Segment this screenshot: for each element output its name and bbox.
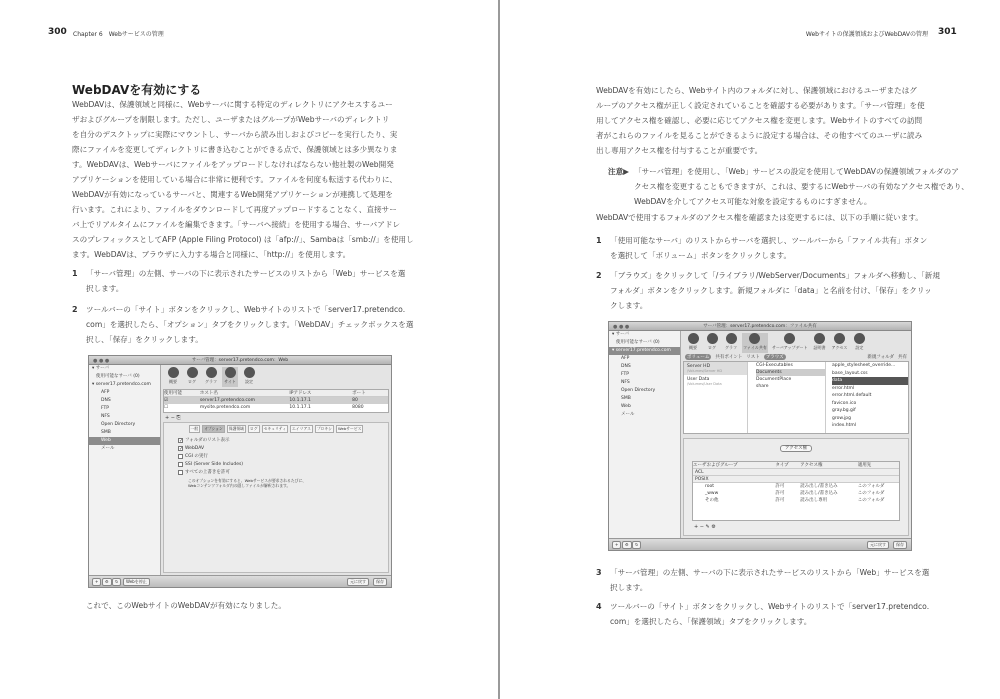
sidebar-item[interactable]: 使用可能なサーバ (0) xyxy=(616,340,660,345)
text-line: 「サーバ管理」を使用し、「Web」サービスの設定を使用してWebDAVの保護領域フォルダのア xyxy=(634,167,959,176)
toolbar-button[interactable] xyxy=(203,367,219,387)
column-header[interactable]: ホスト名 xyxy=(199,391,218,396)
volume-name: User Data xyxy=(687,377,710,382)
toolbar-icon xyxy=(688,333,699,344)
window-controls-icon: ● ● ● xyxy=(93,358,110,364)
table-cell: _www xyxy=(705,491,719,496)
volume-item[interactable] xyxy=(684,362,747,375)
toolbar-label: 証明書 xyxy=(813,345,826,350)
checkbox-option[interactable] xyxy=(178,444,243,452)
toolbar-label: ファイル共有 xyxy=(743,345,767,350)
intro-text: WebDAVで使用するフォルダのアクセス権を確認または変更するには、以下の手順に従います。 xyxy=(596,213,923,222)
file-item[interactable]: favicon.ico xyxy=(832,400,857,406)
column-header[interactable]: 使用可能 xyxy=(164,391,182,396)
group-row: ACL xyxy=(693,469,899,476)
step-text: 「使用可能なサーバ」のリストからサーバを選択し、ツールバーから「ファイル共有」ボタン xyxy=(610,236,928,245)
text-line: WebDAVが有効になっているサーバと、関連するWeb開発アプリケーションが連携して処理を xyxy=(72,190,393,199)
file-item[interactable]: gray.bg.gif xyxy=(832,408,856,413)
toolbar xyxy=(685,333,867,353)
note-line: Webコンテンツフォルダ内の隠しファイルが解釈されます。 xyxy=(188,483,291,488)
folder-item[interactable]: DocumentPlace xyxy=(756,377,792,382)
table-header xyxy=(693,462,899,469)
file-item[interactable]: apple_stylesheet_override... xyxy=(832,363,896,368)
text-line: 行います。これにより、ファイルをダウンロードして再度アップロードすることなく、直接サー xyxy=(72,205,397,214)
sidebar-item[interactable]: メール xyxy=(621,412,635,417)
toolbar-button[interactable] xyxy=(723,333,739,353)
column-header: ユーザおよびグループ xyxy=(693,463,738,468)
tab[interactable]: Webサービス xyxy=(337,426,362,431)
right-running-head: Webサイトの保護領域およびWebDAVの管理 xyxy=(805,31,928,38)
table-cell: 許可 xyxy=(775,484,785,489)
text-line: 出し専用アクセス権を付与することが重要です。 xyxy=(596,146,763,155)
toolbar-label: 概要 xyxy=(689,345,697,350)
checkbox-option[interactable] xyxy=(178,436,243,444)
table-header xyxy=(164,390,388,397)
step-text: クします。 xyxy=(610,301,648,310)
page-gutter xyxy=(498,0,500,699)
column-header: 適用先 xyxy=(857,463,872,468)
toolbar xyxy=(165,367,257,387)
text-line: バ上でリアルタイムにファイルを編集できます。「サーバへ接続」を使用する場合、サーバアドレ xyxy=(72,220,401,229)
file-item[interactable]: error.html xyxy=(832,385,855,391)
step-text: 「サーバ管理」の左側、サーバの下に表示されたサービスのリストから「Web」サービスを選 xyxy=(610,568,930,577)
toolbar-icon xyxy=(707,333,718,344)
sidebar-item[interactable]: メール xyxy=(101,446,115,451)
section-heading: WebDAVを有効にする xyxy=(72,83,202,97)
checkbox-label: すべての上書きを許可 xyxy=(185,470,230,475)
sidebar-item[interactable]: Open Directory xyxy=(621,388,656,393)
server-sidebar xyxy=(89,365,161,575)
table-cell: このフォルダ xyxy=(857,498,885,503)
column-header: アクセス権 xyxy=(800,463,823,468)
toolbar-label: ログ xyxy=(708,345,716,350)
column-header[interactable]: ポート xyxy=(352,391,366,396)
sidebar-item[interactable]: AFP xyxy=(621,356,630,361)
sidebar-item[interactable]: SMB xyxy=(621,396,631,401)
checkbox-label: SSI (Server Side Includes) xyxy=(185,461,244,467)
text-line: す。WebDAVは、Webサーバにファイルをアップロードしなければならない他社製のWeb開発 xyxy=(72,160,394,169)
add-remove-buttons[interactable]: + − ⎘ xyxy=(165,415,181,421)
text-line: ループのアクセス権が正しく設定されていることを確認する必要があります。「サーバ管理」を使 xyxy=(596,101,925,110)
table-cell: server17.pretendco.com xyxy=(199,398,256,403)
step-number: 1 xyxy=(596,236,602,245)
volume-list xyxy=(684,362,748,433)
window-title: サーバ管理：server17.pretendco.com：ファイル共有 xyxy=(609,322,911,331)
toolbar-icon xyxy=(225,367,236,378)
group-row: POSIX xyxy=(693,476,899,483)
tab-bar xyxy=(164,425,388,433)
volume-path: /Volumes/Server HD xyxy=(687,369,723,373)
volume-name: Server HD xyxy=(687,364,711,369)
step-text: フォルダ」ボタンをクリックします。新規フォルダに「data」と名前を付け、「保存」をクリッ xyxy=(610,286,932,295)
toolbar-button[interactable] xyxy=(685,333,701,353)
add-icon[interactable]: + xyxy=(612,541,621,549)
step-number: 2 xyxy=(596,271,602,280)
sidebar-item[interactable]: DNS xyxy=(101,398,111,403)
sidebar-item[interactable]: NFS xyxy=(621,380,630,385)
window-title: サーバ管理：server17.pretendco.com：Web xyxy=(89,356,391,365)
left-page-number: 300 xyxy=(48,27,67,37)
text-line: クセス権を変更することもできますが、これは、要するにWebサーバの有効なアクセス権であり、 xyxy=(634,182,969,191)
text-line: 用してアクセス権を確認し、必要に応じてアクセス権を変更します。Webサイトのすべての訪問 xyxy=(596,116,923,125)
sidebar-item[interactable]: DNS xyxy=(621,364,631,369)
step-text: ツールバーの「サイト」ボタンをクリックし、Webサイトのリストで「server17.pretendco. xyxy=(86,305,406,314)
server-sidebar xyxy=(609,331,681,538)
checkbox[interactable]: ✓ xyxy=(179,445,184,452)
toolbar-button[interactable] xyxy=(851,333,867,353)
text-line: スのプレフィックスとしてAFP (Apple Filing Protocol) は「afp://」、Sambaは「smb://」を使用し xyxy=(72,235,414,244)
step-text: com」を選択したら、「保護領域」タブをクリックします。 xyxy=(610,617,812,626)
permissions-button[interactable]: アクセス権 xyxy=(780,445,812,452)
tab[interactable]: プロキシ xyxy=(316,426,332,431)
sidebar-item[interactable]: FTP xyxy=(621,372,629,377)
checkbox[interactable] xyxy=(178,470,183,475)
right-page-number: 301 xyxy=(938,27,957,37)
tab[interactable]: オプション xyxy=(204,426,223,431)
checkbox-label: フォルダのリスト表示 xyxy=(185,438,230,443)
checkbox-option[interactable] xyxy=(178,468,243,476)
sidebar-item[interactable]: SMB xyxy=(101,430,111,435)
table-row[interactable] xyxy=(164,404,388,411)
column-header: タイプ xyxy=(775,463,789,468)
subbar-button[interactable]: 共有ポイント xyxy=(715,355,743,360)
file-item[interactable]: index.html xyxy=(832,423,856,428)
toolbar-button[interactable] xyxy=(811,333,827,353)
text-line: 際にファイルを変更してディレクトリに書き込むことができる点で、保護領域とは多少異なりま xyxy=(72,145,398,154)
subbar-button[interactable]: ボリューム xyxy=(687,355,710,360)
step-text: 択し、「保存」をクリックします。 xyxy=(86,335,203,344)
step-number: 2 xyxy=(72,305,78,314)
action-icon[interactable]: ⚙ xyxy=(622,541,632,549)
folder-item[interactable]: CGI-Executables xyxy=(756,363,793,368)
browser-column-3 xyxy=(826,362,908,433)
tab[interactable]: 一般 xyxy=(190,426,199,431)
toolbar-button[interactable] xyxy=(222,367,238,387)
step-text: を選択して「ボリューム」ボタンをクリックします。 xyxy=(610,251,792,260)
folder-item[interactable]: share xyxy=(756,384,769,389)
table-cell: 許可 xyxy=(775,498,785,503)
sidebar-item[interactable]: 使用可能なサーバ (0) xyxy=(96,374,140,379)
tab[interactable]: エイリアス xyxy=(291,426,311,431)
step-number: 4 xyxy=(596,602,602,611)
sidebar-item[interactable]: Web xyxy=(89,437,160,445)
site-table xyxy=(163,389,389,413)
toolbar-icon xyxy=(244,367,255,378)
new-folder-button[interactable]: 新規フォルダ xyxy=(867,355,894,360)
toolbar-label: サーバアップデート xyxy=(771,345,808,350)
text-line: WebDAVは、保護領域と同様に、Webサーバに関する特定のディレクトリにアクセスするユー xyxy=(72,100,393,109)
left-running-head: Chapter 6 Webサービスの管理 xyxy=(73,31,164,38)
volume-path: /Volumes/User Data xyxy=(687,382,722,386)
subbar-button[interactable]: リスト xyxy=(746,355,760,360)
table-cell: 10.1.17.1 xyxy=(289,405,311,410)
refresh-icon[interactable]: ↻ xyxy=(632,541,641,549)
checkbox[interactable] xyxy=(178,462,183,467)
permission-row[interactable] xyxy=(693,497,899,504)
sidebar-item[interactable]: Open Directory xyxy=(101,422,136,427)
options-list xyxy=(178,436,243,476)
toolbar-icon xyxy=(834,333,845,344)
toolbar-icon xyxy=(168,367,179,378)
table-cell[interactable]: ☑ xyxy=(164,398,169,403)
share-button[interactable]: 共有 xyxy=(898,355,907,360)
permission-edit-buttons[interactable]: + − ✎ ⚙ xyxy=(694,524,716,530)
text-line: 者がこれらのファイルを見ることができるように設定する場合は、その他すべてのユーザに読み xyxy=(596,131,923,140)
toolbar-button[interactable] xyxy=(742,333,768,353)
toolbar-label: 設定 xyxy=(855,345,864,350)
folder-item[interactable]: Documents xyxy=(756,369,825,376)
toolbar-label: サイト xyxy=(224,379,236,384)
column-header[interactable]: IPアドレス xyxy=(289,391,312,396)
action-icon[interactable]: ⚙ xyxy=(102,578,112,586)
closing-text: これで、このWebサイトのWebDAVが有効になりました。 xyxy=(86,601,286,610)
table-cell: mysite.pretendco.com xyxy=(199,405,251,410)
step-text: 「ブラウズ」をクリックして「/ライブラリ/WebServer/Documents」フォルダへ移動し、「新規 xyxy=(610,271,940,280)
sidebar-item[interactable]: ▾ サーバ xyxy=(612,332,629,337)
volume-item[interactable] xyxy=(684,375,747,388)
table-cell: 許可 xyxy=(775,491,785,496)
file-item[interactable]: base_layout.css xyxy=(832,370,868,376)
toolbar-label: 設定 xyxy=(245,379,253,384)
table-cell: このフォルダ xyxy=(857,491,885,496)
toolbar-button[interactable] xyxy=(184,367,200,387)
note-line: このオプションを有効にすると、Webサービスが要求されるたびに、 xyxy=(188,478,307,483)
sub-toolbar xyxy=(685,354,786,360)
toolbar-icon xyxy=(749,333,760,344)
table-cell[interactable]: ☐ xyxy=(164,405,169,410)
table-cell: 読み出し/書き込み xyxy=(800,491,838,496)
table-cell: 8080 xyxy=(352,405,364,410)
screenshot-web-options xyxy=(88,355,392,588)
subbar-button[interactable]: ブラウズ xyxy=(765,355,784,360)
sidebar-item[interactable]: ▾ サーバ xyxy=(92,366,109,371)
toolbar-label: 概要 xyxy=(169,379,177,384)
step-text: ツールバーの「サイト」ボタンをクリックし、Webサイトのリストで「server17.pretendco. xyxy=(610,602,930,611)
step-text: 「サーバ管理」の左側、サーバの下に表示されたサービスのリストから「Web」サービスを選 xyxy=(86,269,406,278)
option-note xyxy=(188,478,306,488)
toolbar-label: ログ xyxy=(188,379,196,384)
tab[interactable]: 保護領域 xyxy=(228,426,244,431)
file-item[interactable]: error.html.default xyxy=(832,393,872,398)
text-line: WebDAVを有効にしたら、Webサイト内のフォルダに対し、保護領域におけるユーザまたはグ xyxy=(596,86,917,95)
checkbox-option[interactable] xyxy=(178,460,243,468)
sidebar-item[interactable]: ▾ server17.pretendco.com xyxy=(92,382,151,387)
text-line: WebDAVを介してアクセス可能な対象を設定するものにすぎません。 xyxy=(634,197,872,206)
revert-button[interactable]: 元に戻す xyxy=(867,541,889,549)
revert-button[interactable]: 元に戻す xyxy=(347,578,369,586)
screenshot-file-sharing xyxy=(608,321,912,551)
text-line: ます。WebDAVは、ブラウザに入力する場合と同様に、「http://」を使用します。 xyxy=(72,250,351,259)
file-item[interactable]: grow.jpg xyxy=(832,415,852,421)
toolbar-button[interactable] xyxy=(771,333,809,353)
step-text: com」を選択したら、「オプション」タブをクリックします。「WebDAV」チェックボックスを選 xyxy=(86,320,414,329)
checkbox-label: CGI の実行 xyxy=(185,454,208,459)
permission-row[interactable] xyxy=(693,490,899,497)
step-number: 1 xyxy=(72,269,78,278)
sidebar-item[interactable]: AFP xyxy=(101,390,110,395)
tab[interactable]: ログ xyxy=(249,426,258,431)
permission-row[interactable] xyxy=(693,483,899,490)
add-icon[interactable]: + xyxy=(92,578,101,586)
table-cell: その他 xyxy=(705,498,719,503)
table-cell: 10.1.17.1 xyxy=(289,398,311,403)
toolbar-button[interactable] xyxy=(165,367,181,387)
text-line: ザおよびグループを制限します。ただし、ユーザまたはグループがWebサーバのディレクトリ xyxy=(72,115,390,124)
toolbar-button[interactable] xyxy=(704,333,720,353)
text-line: アプリケーションを使用している場合に非常に便利です。ファイルを何度も転送する代わりに、 xyxy=(72,175,398,184)
table-cell: 80 xyxy=(352,398,358,403)
browser-column-2 xyxy=(748,362,826,433)
sidebar-item[interactable]: NFS xyxy=(101,414,110,419)
toolbar-icon xyxy=(814,333,825,344)
stop-web-button[interactable]: Webを停止 xyxy=(123,578,150,586)
toolbar-label: グラフ xyxy=(725,345,737,350)
toolbar-icon xyxy=(187,367,198,378)
table-cell: 読み出し/書き込み xyxy=(800,484,838,489)
text-line: を自分のデスクトップに実際にマウントし、サーバから読み出しおよびコピーを実行したり、実 xyxy=(72,130,398,139)
step-number: 3 xyxy=(596,568,602,577)
file-item[interactable]: data xyxy=(832,377,908,385)
toolbar-button[interactable] xyxy=(830,333,848,353)
toolbar-icon xyxy=(206,367,217,378)
checkbox-option[interactable] xyxy=(178,452,243,460)
checkbox[interactable] xyxy=(178,454,183,459)
refresh-icon[interactable]: ↻ xyxy=(112,578,121,586)
note-label: 注意▶ xyxy=(608,167,630,176)
sidebar-item[interactable]: FTP xyxy=(101,406,109,411)
sidebar-item[interactable]: ▾ server17.pretendco.com xyxy=(609,347,680,355)
toolbar-label: グラフ xyxy=(205,379,217,384)
toolbar-button[interactable] xyxy=(241,367,257,387)
save-button[interactable]: 保存 xyxy=(373,578,387,586)
window-controls-icon: ● ● ● xyxy=(613,324,630,330)
toolbar-icon xyxy=(726,333,737,344)
table-cell: このフォルダ xyxy=(857,484,885,489)
toolbar-icon xyxy=(854,333,865,344)
toolbar-label: アクセス xyxy=(831,345,848,350)
table-row[interactable] xyxy=(164,397,388,404)
step-text: 択します。 xyxy=(610,583,648,592)
toolbar-icon xyxy=(784,333,795,344)
permissions-table xyxy=(692,461,900,521)
checkbox-label: WebDAV xyxy=(185,445,205,451)
table-cell: root xyxy=(705,484,715,489)
tab[interactable]: セキュリティ xyxy=(263,426,286,431)
save-button[interactable]: 保存 xyxy=(893,541,907,549)
sidebar-item[interactable]: Web xyxy=(621,404,631,409)
step-text: 択します。 xyxy=(86,284,124,293)
checkbox[interactable]: ✓ xyxy=(179,437,184,444)
table-cell: 読み出し専用 xyxy=(800,498,828,503)
